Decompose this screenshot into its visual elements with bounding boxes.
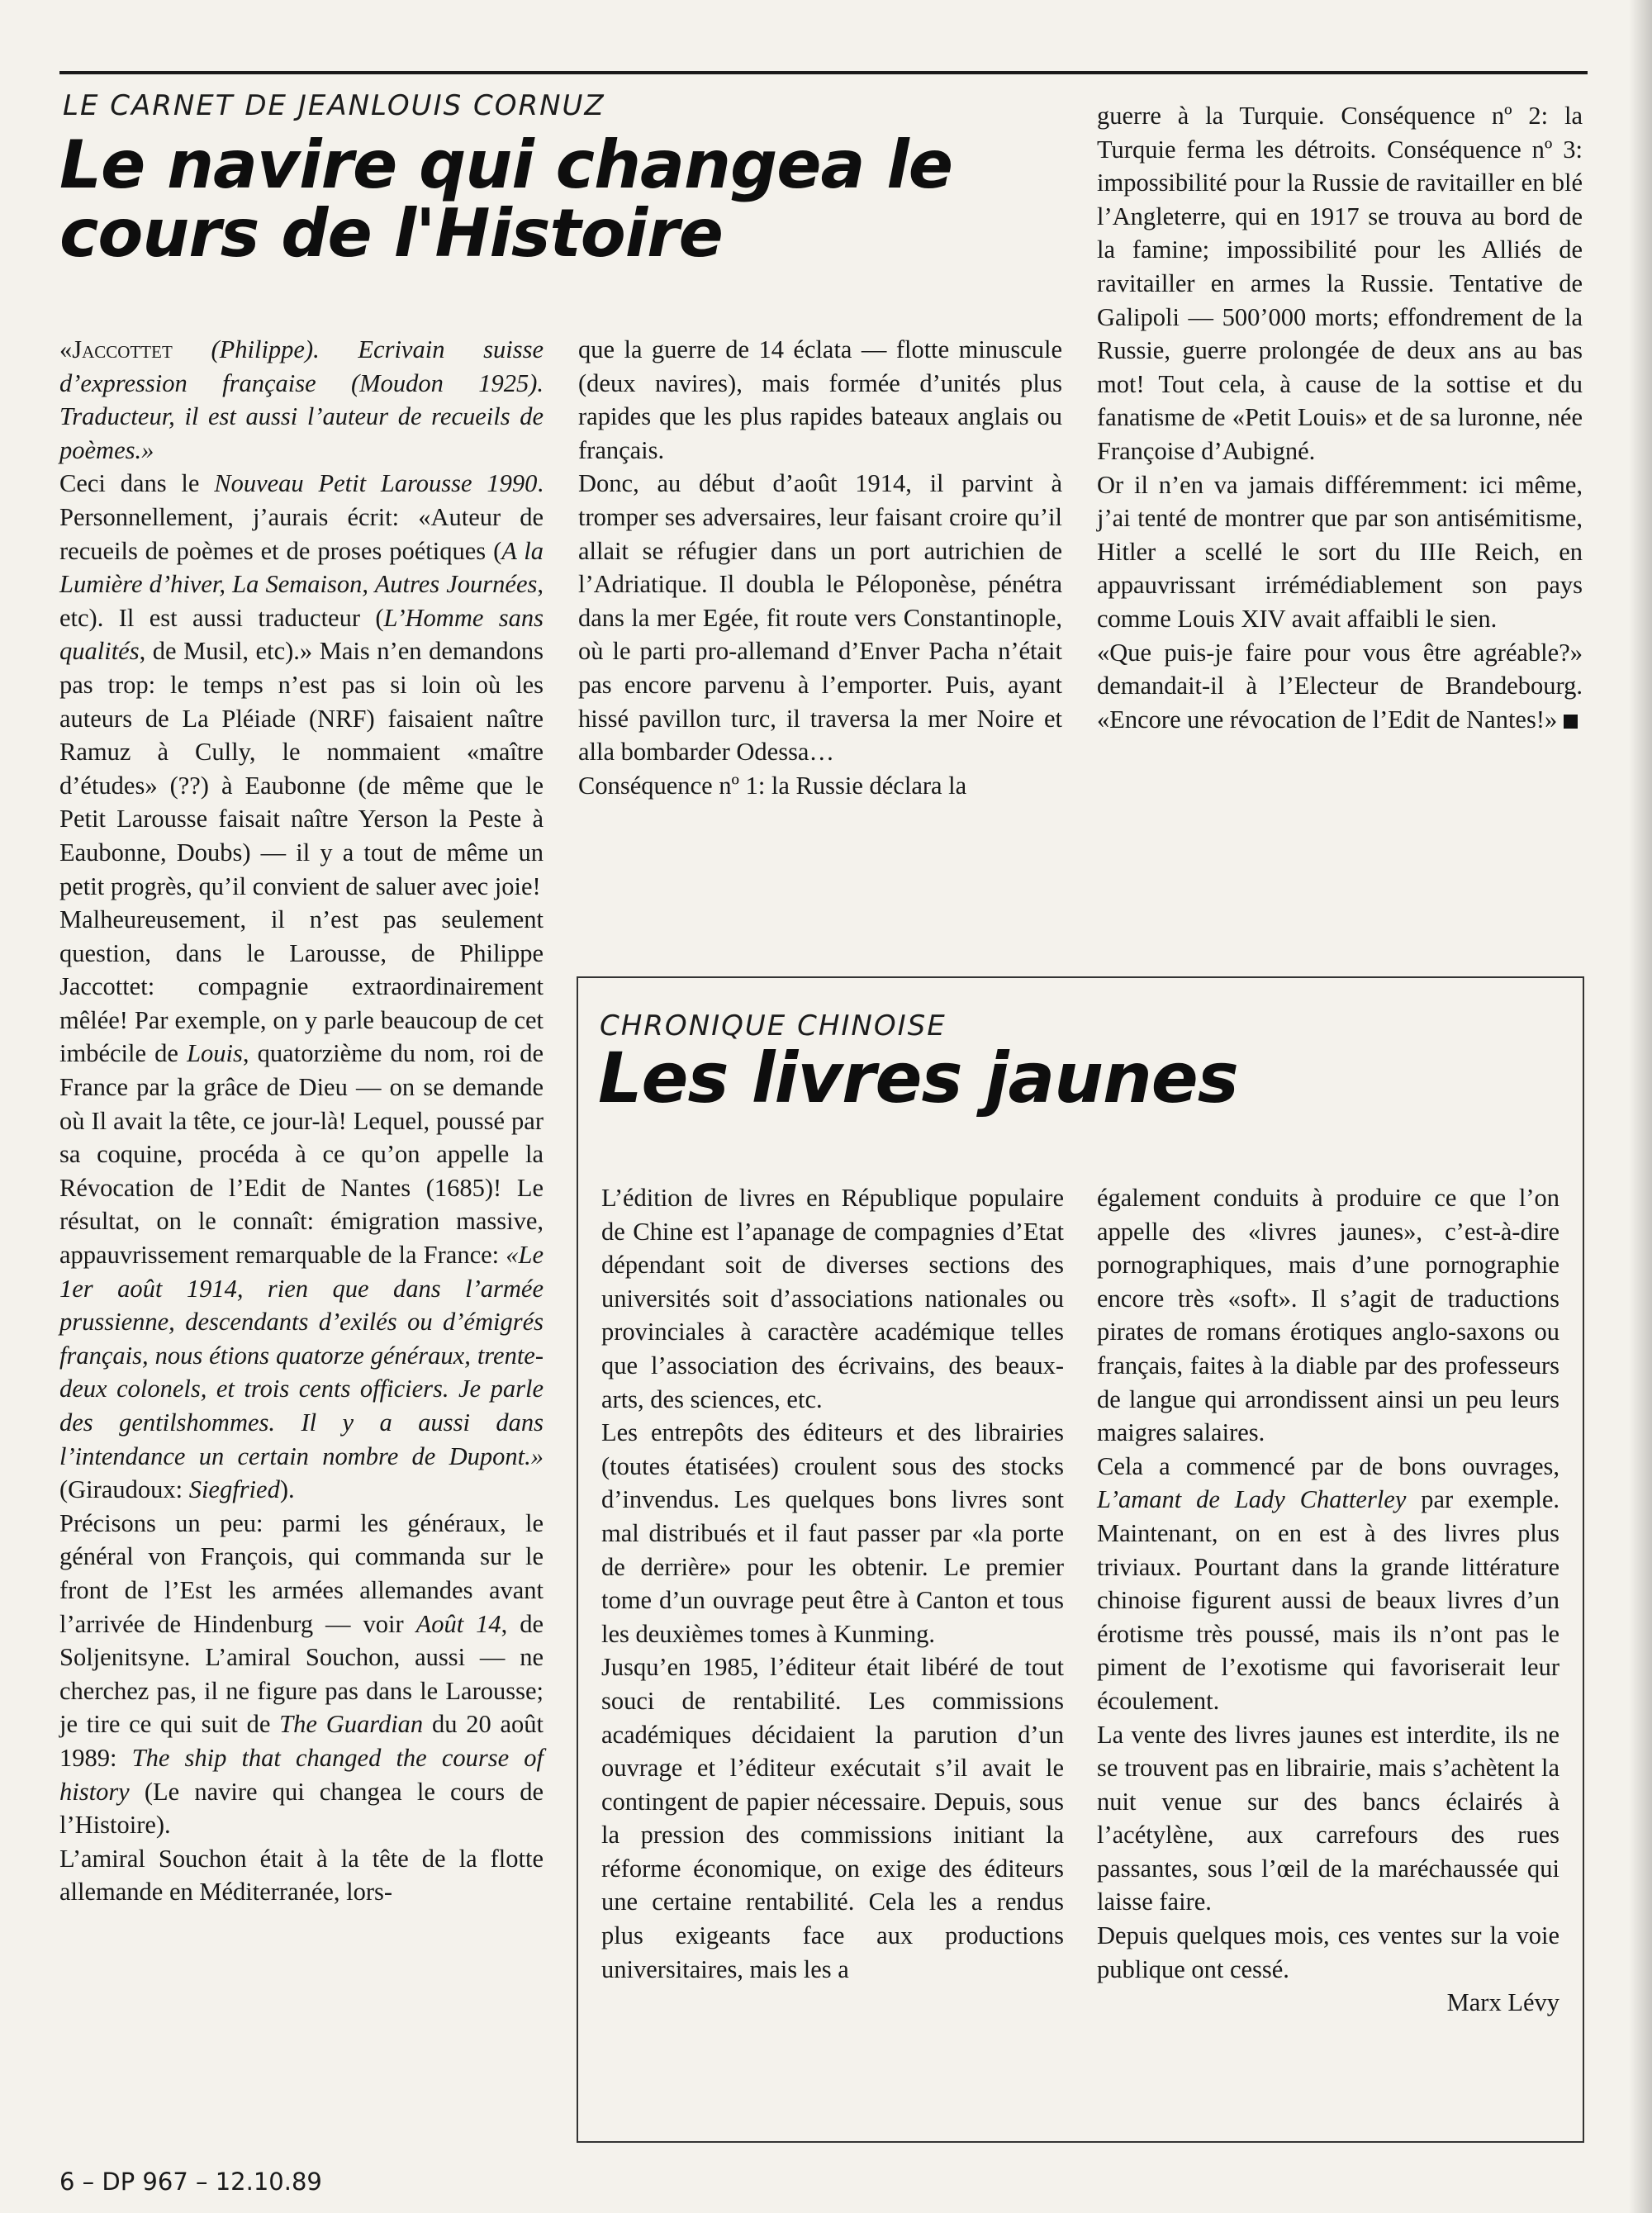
end-mark-icon — [1564, 715, 1578, 729]
article1-column-3 — [1097, 99, 1583, 736]
article1-kicker: LE CARNET DE JEANLOUIS CORNUZ — [63, 89, 605, 122]
article2-kicker: CHRONIQUE CHINOISE — [600, 1009, 947, 1042]
article1-title — [59, 126, 952, 273]
paragraph: Or il n’en va jamais différemment: ici même, j’ai tenté de montrer que par son antisémitisme, Hitler a scellé le sort du IIIe Reich, en appauvrissant irrémédiablement son pays comme Louis XIV avait affaibli le sien. — [1097, 470, 1583, 633]
paragraph: «Que puis-je faire pour vous être agréable?» demandait-il à l’Electeur de Brandebourg. «Encore une révocation de l’Edit de Nantes!» — [1097, 638, 1583, 734]
paragraph: Donc, au début d’août 1914, il parvint à tromper ses adversaires, leur faisant croire qu’il allait se réfugier dans un port autrichien de l’Adriatique. Il doubla le Péloponèse, pénétra dans la mer Egée, fit route vers Constantinople, où le parti pro-allemand d’Enver Pacha n’était pas encore parvenu à l’emporter. Puis, ayant hissé pavillon turc, il traversa la mer Noire et alla bombarder Odessa… — [578, 469, 1062, 767]
article1-column-2 — [578, 333, 1062, 802]
article2-column-2 — [1097, 1181, 1559, 2020]
article2-title: Les livres jaunes — [598, 1038, 1238, 1118]
paragraph: «Jaccottet (Philippe). Ecrivain suisse d’expression française (Moudon 1925). Traducteur, il est aussi l’auteur de recueils de poèmes.» — [59, 335, 544, 464]
author-name: Jaccottet — [72, 335, 173, 363]
paragraph: Depuis quelques mois, ces ventes sur la voie publique ont cessé. — [1097, 1921, 1559, 1983]
paragraph: que la guerre de 14 éclata — flotte minuscule (deux navires), mais formée d’unités plus rapides que les plus rapides bateaux anglais ou français. — [578, 335, 1062, 464]
paragraph: Cela a commencé par de bons ouvrages, L’amant de Lady Chatterley par exemple. Maintenant, on en est à des livres plus triviaux. Pourtant dans la grande littérature chinoise figurent aussi de beaux livres d’un érotisme très poussé, mais ils n’ont pas le piment de l’exotisme qui favoriserait leur écoulement. — [1097, 1451, 1559, 1715]
paragraph: Précisons un peu: parmi les généraux, le général von François, qui commanda sur le front de l’Est les armées allemandes avant l’arrivée de Hindenburg — voir Août 14, de Soljenitsyne. L’amiral Souchon, aussi — ne cherchez pas, il ne figure pas dans le Larousse; je tire ce qui suit de The Guardian du 20 août 1989: The ship that changed the course of history (Le navire qui changea le cours de l’Histoire). — [59, 1508, 544, 1840]
paragraph: L’amiral Souchon était à la tête de la flotte allemande en Méditerranée, lors- — [59, 1844, 544, 1907]
article1-column-1 — [59, 333, 544, 1909]
paragraph: Ceci dans le Nouveau Petit Larousse 1990. Personnellement, j’aurais écrit: «Auteur de recueils de poèmes et de proses poétiques (A la Lumière d’hiver, La Semaison, Autres Journées, etc). Il est aussi traducteur (L’Homme sans qualités, de Musil, etc).» Mais n’en demandons pas trop: le temps n’est pas si loin où les auteurs de La Pléiade (NRF) faisaient naître Ramuz à Cully, le nommaient «maître d’études» (??) à Eaubonne (de même que le Petit Larousse faisait naître Yerson la Peste à Eaubonne, Doubs) — il y a tout de même un petit progrès, qu’il convient de saluer avec joie! — [59, 469, 544, 900]
top-rule — [59, 71, 1588, 74]
article1-title-line1: Le navire qui changea le — [59, 126, 952, 203]
paragraph: L’édition de livres en République populaire de Chine est l’apanage de compagnies d’Etat dépendant soit de diverses sections des universités soit d’associations nationales ou provinciales à caractère académique telles que l’association des écrivains, des beaux-arts, des sciences, etc. — [601, 1184, 1064, 1413]
author-signature: Marx Lévy — [1446, 1988, 1559, 2017]
quotation: «Le 1er août 1914, rien que dans l’armée prussienne, descendants d’exilés ou d’émigrés français, nous étions quatorze généraux, trente-deux colonels, et trois cents officiers. Je parle des gentilshommes. Il y a aussi dans l’intendance un certain nombre de Dupont.» — [59, 1241, 544, 1470]
paragraph: La vente des livres jaunes est interdite, ils ne se trouvent pas en librairie, mais s’achètent la nuit venue sur des bancs éclairés à l’acétylène, aux carrefours des rues passantes, sous l’œil de la maréchaussée qui laisse faire. — [1097, 1720, 1559, 1916]
paragraph: également conduits à produire ce que l’on appelle des «livres jaunes», c’est-à-dire pornographiques, mais d’une pornographie encore très «soft». Il s’agit de traductions pirates de romans érotiques anglo-saxons ou français, faites à la diable par des professeurs de langue qui arrondissent ainsi un peu leurs maigres salaires. — [1097, 1184, 1559, 1447]
paragraph: Malheureusement, il n’est pas seulement question, dans le Larousse, de Philippe Jaccottet: compagnie extraordinairement mêlée! Par exemple, on y parle beaucoup de cet imbécile de Louis, quatorzième du nom, roi de France par la grâce de Dieu — on se demande où Il avait la tête, ce jour-là! Lequel, poussé par sa coquine, procéda à ce qu’on appelle la Révocation de l’Edit de Nantes (1685)! Le résultat, on le connaît: émigration massive, appauvrissement remarquable de la France: «Le 1er août 1914, rien que dans l’armée prussienne, descendants d’exilés ou d’émigrés français, nous étions quatorze généraux, trente-deux colonels, et trois cents officiers. Je parle des gentilshommes. Il y a aussi dans l’intendance un certain nombre de Dupont.» (Giraudoux: Siegfried). — [59, 905, 544, 1504]
paragraph: Jusqu’en 1985, l’éditeur était libéré de tout souci de rentabilité. Les commissions académiques décidaient la parution d’un ouvrage et l’éditeur exécutait s’il avait le contingent de papier nécessaire. Depuis, sous la pression des commissions initiant la réforme économique, on exige des éditeurs une certaine rentabilité. Cela les a rendus plus exigeants face aux productions universitaires, mais les a — [601, 1653, 1064, 1983]
paragraph: Conséquence nº 1: la Russie déclara la — [578, 771, 967, 800]
article1-title-line2: cours de l'Histoire — [59, 195, 723, 273]
paragraph: guerre à la Turquie. Conséquence nº 2: la Turquie ferma les détroits. Conséquence nº 3: impossibilité pour la Russie de ravitailler en blé l’Angleterre, qui en 1917 se trouva au bord de la famine; impossibilité pour les Alliés de ravitailler en armes la Russie. Tentative de Galipoli — 500’000 morts; effondrement de la Russie, guerre prolongée de deux ans au bas mot! Tout cela, à cause de la sottise et du fanatisme de «Petit Louis» et de sa luronne, née Françoise d’Aubigné. — [1097, 102, 1583, 465]
article2-column-1 — [601, 1181, 1064, 1986]
page-footer: 6 – DP 967 – 12.10.89 — [59, 2168, 322, 2196]
paragraph: Les entrepôts des éditeurs et des librairies (toutes étatisées) croulent sous des stocks d’invendus. Les quelques bons livres sont mal distribués et il faut passer par «la porte de derrière» pour les obtenir. Le premier tome d’un ouvrage peut être à Canton et tous les deuxièmes tomes à Kunming. — [601, 1418, 1064, 1648]
scan-edge-shadow — [1629, 0, 1652, 2213]
